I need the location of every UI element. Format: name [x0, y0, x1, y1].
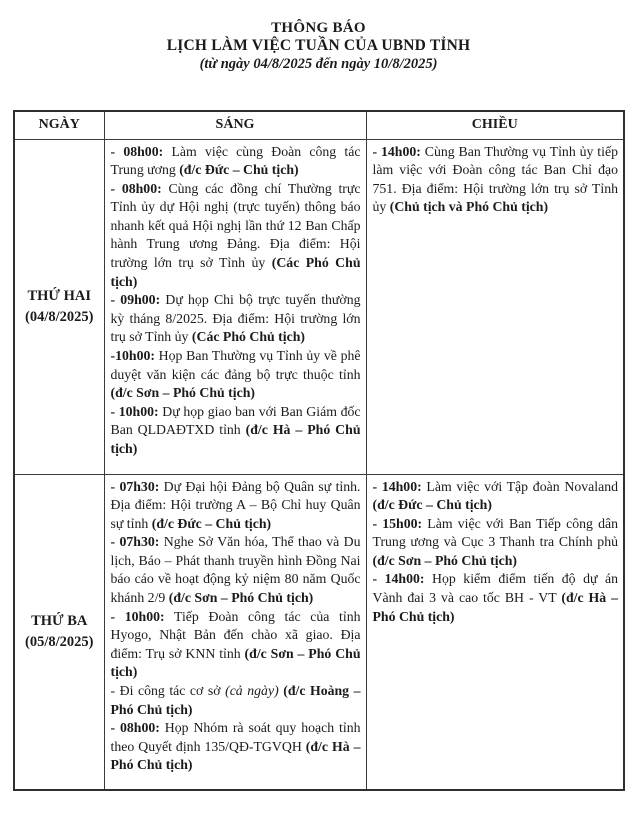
- schedule-item: - 07h30: Dự Đại hội Đảng bộ Quân sự tỉnh. Địa điểm: Hội trường A – Bộ Chỉ huy Quân sự tỉnh (đ/c Đức – Chủ tịch): [110, 478, 361, 531]
- schedule-item: - 07h30: Nghe Sở Văn hóa, Thể thao và Du lịch, Báo – Phát thanh truyền hình Đồng Nai báo cáo về hoạt động kỷ niệm 80 năm Quốc khánh 2/9 (đ/c Sơn – Phó Chủ tịch): [110, 534, 361, 606]
- table-row: [14, 474, 624, 790]
- schedule-item: - 08h00: Làm việc cùng Đoàn công tác Trung ương (đ/c Đức – Chủ tịch): [110, 143, 361, 178]
- schedule-item: - 08h00: Cùng các đồng chí Thường trực Tỉnh ủy dự Hội nghị (trực tuyến) thông báo nhanh kết quả Hội nghị lần thứ 12 Ban Chấp hành Trung ương Đảng. Địa điểm: Hội trường lớn trụ sở Tỉnh ủy (Các Phó Chủ tịch): [110, 180, 361, 289]
- schedule-item: - 10h00: Tiếp Đoàn công tác của tỉnh Hyogo, Nhật Bản đến chào xã giao. Địa điểm: Trụ sở KNN tỉnh (đ/c Sơn – Phó Chủ tịch): [110, 608, 361, 680]
- doc-date-range: (từ ngày 04/8/2025 đến ngày 10/8/2025): [199, 56, 438, 72]
- afternoon-cell: [366, 139, 624, 474]
- table-row: [14, 139, 624, 474]
- day-cell: [14, 139, 104, 474]
- col-header-morning: SÁNG: [104, 111, 366, 139]
- schedule-item: - Đi công tác cơ sở (cả ngày) (đ/c Hoàng – Phó Chủ tịch): [110, 683, 361, 717]
- schedule-item: - 09h00: Dự họp Chi bộ trực tuyến thường kỳ tháng 8/2025. Địa điểm: Hội trường lớn trụ sở Tỉnh ủy (Các Phó Chủ tịch): [110, 292, 361, 345]
- morning-cell: [104, 474, 366, 790]
- schedule-item: - 14h00: Làm việc với Tập đoàn Novaland (đ/c Đức – Chủ tịch): [372, 478, 618, 513]
- schedule-item: - 10h00: Dự họp giao ban với Ban Giám đốc Ban QLDAĐTXD tỉnh (đ/c Hà – Phó Chủ tịch): [110, 403, 361, 456]
- schedule-item: - 15h00: Làm việc với Ban Tiếp công dân Trung ương và Cục 3 Thanh tra Chính phủ (đ/c Sơn – Phó Chủ tịch): [372, 515, 619, 568]
- schedule-item: - 08h00: Họp Nhóm rà soát quy hoạch tỉnh theo Quyết định 135/QĐ-TGVQH (đ/c Hà – Phó Chủ tịch): [110, 720, 361, 773]
- schedule-item: - 14h00: Cùng Ban Thường vụ Tỉnh ủy tiếp làm việc với Đoàn công tác Ban Chỉ đạo 751. Địa điểm: Hội trường lớn trụ sở Tỉnh ủy (Chủ tịch và Phó Chủ tịch): [372, 143, 618, 215]
- table-header-row: [14, 111, 624, 139]
- document-header: [0, 0, 637, 73]
- schedule-table: [13, 110, 625, 791]
- day-label: THỨ BA: [31, 612, 88, 629]
- doc-title: THÔNG BÁO: [271, 20, 366, 36]
- morning-cell: [104, 139, 366, 474]
- day-date: (04/8/2025): [25, 308, 94, 325]
- day-label: THỨ HAI: [27, 287, 91, 304]
- day-date: (05/8/2025): [25, 633, 94, 650]
- afternoon-cell: [366, 474, 624, 790]
- schedule-table-body: [14, 139, 624, 790]
- schedule-item: - 14h00: Họp kiểm điểm tiến độ dự án Vành đai 3 và cao tốc BH - VT (đ/c Hà – Phó Chủ tịch): [372, 571, 619, 624]
- col-header-day: NGÀY: [14, 111, 104, 139]
- doc-subtitle: LỊCH LÀM VIỆC TUẦN CỦA UBND TỈNH: [166, 37, 471, 54]
- day-cell: [14, 474, 104, 790]
- col-header-afternoon: CHIỀU: [366, 111, 624, 139]
- schedule-item: -10h00: Họp Ban Thường vụ Tỉnh ủy về phê duyệt văn kiện các đảng bộ trực thuộc tỉnh (đ/c Sơn – Phó Chủ tịch): [110, 348, 361, 401]
